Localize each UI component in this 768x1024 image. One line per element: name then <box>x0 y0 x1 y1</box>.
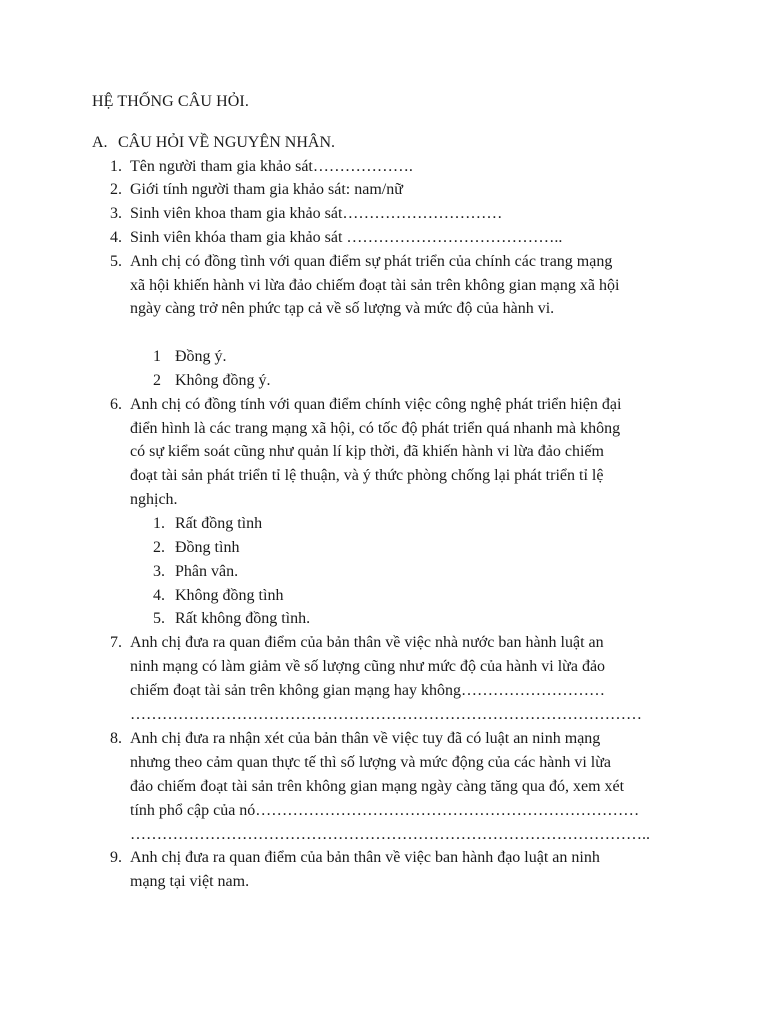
question-3-number: 3. <box>110 205 122 222</box>
question-8-line-4: tính phổ cập của nó……………………………………………………………… <box>130 802 640 819</box>
question-5-line-1: Anh chị có đồng tình với quan điểm sự phát triển của chính các trang mạng <box>130 253 613 270</box>
question-1-text: Tên người tham gia khảo sát………………. <box>130 158 413 175</box>
section-heading <box>92 134 335 152</box>
section-letter: A. <box>92 134 108 151</box>
question-6-line-5: nghịch. <box>130 491 178 508</box>
question-9-line-1: Anh chị đưa ra quan điểm của bản thân về việc ban hành đạo luật an ninh <box>130 849 600 866</box>
question-5-option-1-label: Đồng ý. <box>175 348 227 365</box>
question-8-line-2: nhưng theo cảm quan thực tế thì số lượng và mức động của các hành vi lừa <box>130 754 612 771</box>
question-5-option-2-number: 2 <box>153 372 161 389</box>
document-title: HỆ THỐNG CÂU HỎI. <box>92 93 249 110</box>
question-4-number: 4. <box>110 229 122 246</box>
question-6-option-5-number: 5. <box>153 610 165 627</box>
question-6-option-5-label: Rất không đồng tình. <box>175 610 311 627</box>
question-5-option-2-label: Không đồng ý. <box>175 372 271 389</box>
question-2-number: 2. <box>110 181 122 198</box>
question-6-option-1-label: Rất đồng tình <box>175 515 263 532</box>
question-6-option-3-number: 3. <box>153 563 165 580</box>
question-7-line-3: chiếm đoạt tài sản trên không gian mạng hay không……………………… <box>130 682 606 699</box>
question-6-option-2-label: Đồng tình <box>175 539 240 556</box>
question-5-option-1-number: 1 <box>153 348 161 365</box>
question-6-line-2: điển hình là các trang mạng xã hội, có tốc độ phát triển quá nhanh mà không <box>130 420 621 437</box>
question-4-text: Sinh viên khóa tham gia khảo sát ………………………………….. <box>130 229 563 246</box>
section-heading-text: CÂU HỎI VỀ NGUYÊN NHÂN. <box>118 134 336 151</box>
question-6-line-4: đoạt tài sản phát triển tỉ lệ thuận, và ý thức phòng chống lại phát triển tỉ lệ <box>130 467 604 484</box>
question-6-option-2-number: 2. <box>153 539 165 556</box>
question-9-line-2: mạng tại việt nam. <box>130 873 250 890</box>
question-7-line-2: ninh mạng có làm giảm về số lượng cũng như mức độ của hành vi lừa đảo <box>130 658 606 675</box>
question-7-line-1: Anh chị đưa ra quan điểm của bản thân về việc nhà nước ban hành luật an <box>130 634 604 651</box>
question-2-text: Giới tính người tham gia khảo sát: nam/nữ <box>130 181 403 198</box>
question-6-option-1-number: 1. <box>153 515 165 532</box>
question-3-text: Sinh viên khoa tham gia khảo sát………………………… <box>130 205 503 222</box>
question-8-number: 8. <box>110 730 122 747</box>
question-6-line-1: Anh chị có đồng tính với quan điểm chính việc công nghệ phát triển hiện đại <box>130 396 622 413</box>
question-8-line-1: Anh chị đưa ra nhận xét của bản thân về việc tuy đã có luật an ninh mạng <box>130 730 601 747</box>
question-8-line-3: đảo chiếm đoạt tài sản trên không gian mạng ngày càng tăng qua đó, xem xét <box>130 778 625 795</box>
question-6-number: 6. <box>110 396 122 413</box>
question-6-option-3-label: Phân vân. <box>175 563 239 580</box>
question-9-number: 9. <box>110 849 122 866</box>
question-5-line-3: ngày càng trở nên phức tạp cả về số lượng và mức độ của hành vi. <box>130 300 555 317</box>
question-6-line-3: có sự kiểm soát cũng như quản lí kịp thời, đã khiến hành vi lừa đảo chiếm <box>130 443 604 460</box>
question-6-option-4-label: Không đồng tình <box>175 587 284 604</box>
question-1-number: 1. <box>110 158 122 175</box>
question-6-option-4-number: 4. <box>153 587 165 604</box>
question-7-line-4: …………………………………………………………………………………… <box>130 706 642 723</box>
question-5-number: 5. <box>110 253 122 270</box>
question-7-number: 7. <box>110 634 122 651</box>
question-5-line-2: xã hội khiến hành vi lừa đảo chiếm đoạt tài sản trên không gian mạng xã hội <box>130 277 620 294</box>
question-8-line-5: …………………………………………………………………………………….. <box>130 826 650 843</box>
